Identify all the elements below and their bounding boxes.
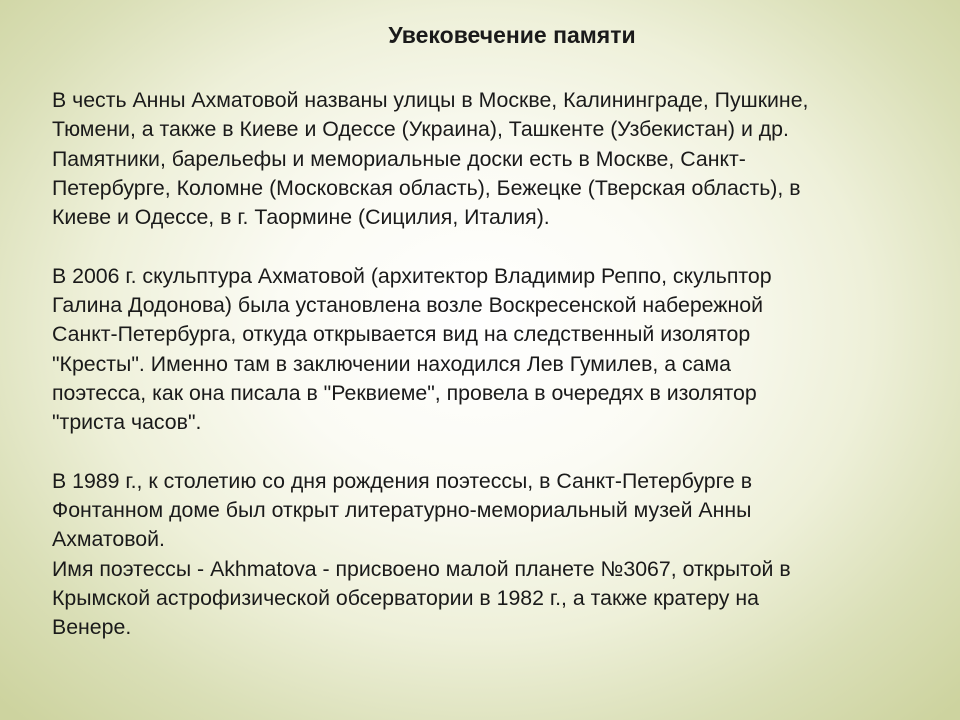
paragraph-streets-monuments — [52, 86, 932, 232]
text-line: Санкт-Петербурга, откуда открывается вид на следственный изолятор — [52, 322, 751, 347]
slide-body — [52, 86, 932, 643]
text-line: Ахматовой. — [52, 527, 165, 552]
paragraph-gap — [52, 438, 932, 467]
text-line: Крымской астрофизической обсерватории в 1982 г., а также кратеру на — [52, 586, 759, 611]
text-line: В честь Анны Ахматовой названы улицы в Москве, Калининграде, Пушкине, — [52, 88, 809, 112]
text-line: Имя поэтессы - Akhmatova - присвоено малой планете №3067, открытой в — [52, 556, 791, 581]
paragraph-gap — [52, 232, 932, 261]
paragraph-museum-planet — [52, 467, 932, 643]
text-line: В 1989 г., к столетию со дня рождения поэтессы, в Санкт-Петербурге в — [52, 468, 753, 493]
text-line: поэтесса, как она писала в "Реквиеме", провела в очередях в изолятор — [52, 380, 757, 405]
text-line: "триста часов". — [52, 410, 202, 435]
paragraph-sculpture-2006 — [52, 262, 932, 438]
text-line: В 2006 г. скульптура Ахматовой (архитектор Владимир Реппо, скульптор — [52, 263, 772, 288]
slide-title: Увековечение памяти — [388, 22, 636, 48]
text-line: Киеве и Одессе, в г. Таормине (Сицилия, Италия). — [52, 205, 550, 230]
text-line: Петербурге, Коломне (Московская область), Бежецке (Тверская область), в — [52, 175, 801, 200]
text-line: Венере. — [52, 615, 132, 640]
text-line: Галина Додонова) была установлена возле Воскресенской набережной — [52, 293, 764, 318]
text-line: Тюмени, а также в Киеве и Одессе (Украина), Ташкенте (Узбекистан) и др. — [52, 117, 789, 142]
text-line: Фонтанном доме был открыт литературно-мемориальный музей Анны — [52, 498, 752, 523]
text-line: Памятники, барельефы и мемориальные доски есть в Москве, Санкт- — [52, 146, 746, 171]
text-line: "Кресты". Именно там в заключении находился Лев Гумилев, а сама — [52, 351, 731, 376]
